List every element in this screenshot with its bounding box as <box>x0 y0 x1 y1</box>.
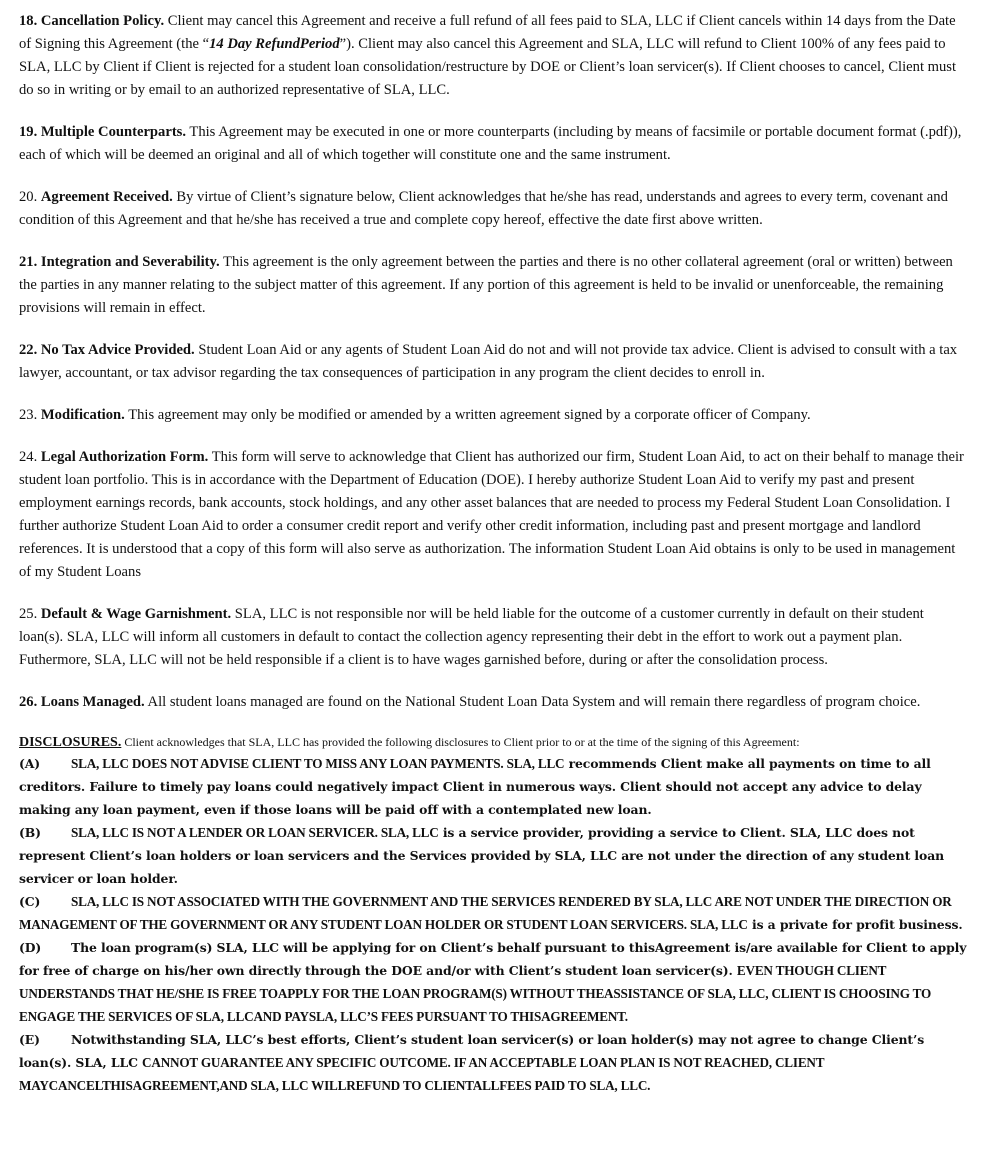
disclosure-caps: SLA, LLC IS NOT A LENDER OR LOAN SERVICER. SLA, LLC <box>71 825 439 840</box>
section-22 <box>19 339 968 385</box>
disclosure-tag: (D) <box>19 940 42 955</box>
section-23 <box>19 404 968 427</box>
disclosure-item-d <box>19 936 968 1028</box>
disclosure-item-e <box>19 1028 968 1097</box>
section-heading: 21. Integration and Severability. <box>19 254 220 270</box>
section-21 <box>19 251 968 320</box>
disclosure-text: Notwithstanding SLA, LLC’s best efforts, Client’s student loan servicer(s) or loan holder(s) may not agree to change Client’s loan(s). SLA, LLC <box>19 1032 925 1070</box>
disclosure-tag: (B) <box>19 825 41 840</box>
section-text: SLA, LLC is not responsible nor will be held liable for the outcome of a customer currently in default on their student loan(s). SLA, LLC will inform all customers in default to contact the collection agency representing their debt in the effort to work out a payment plan. Futhermore, SLA, LLC will not be held responsible if a client is to have wages garnished before, during or after the consolidation process. <box>19 606 924 668</box>
section-heading: Legal Authorization Form. <box>40 449 209 465</box>
section-24 <box>19 446 968 584</box>
section-text: By virtue of Client’s signature below, Client acknowledges that he/she has read, understands and agrees to every term, covenant and condition of this Agreement and that he/she has received a true and complete copy hereof, effective the date first above written. <box>19 189 948 228</box>
disclosure-tag: (A) <box>19 756 41 771</box>
section-heading: 18. Cancellation Policy. <box>19 13 165 29</box>
section-18 <box>19 10 968 102</box>
disclosure-item-c <box>19 890 968 936</box>
section-text: This form will serve to acknowledge that Client has authorized our firm, Student Loan Aid, to act on their behalf to manage their student loan portfolio. This is in accordance with the Department of Education (DOE). I hereby authorize Student Loan Aid to verify my past and present employment earnings records, bank accounts, stock holdings, and any other asset balances that are needed to process my Federal Student Loan Consolidation. I further authorize Student Loan Aid to order a consumer credit report and verify other credit information, including past and present mortgage and landlord references. It is understood that a copy of this form will also serve as authorization. The information Student Loan Aid obtains is only to be used in management of my Student Loans <box>19 449 964 580</box>
disclosure-caps: SLA, LLC DOES NOT ADVISE CLIENT TO MISS ANY LOAN PAYMENTS. SLA, LLC <box>71 756 565 771</box>
disclosure-tag: (C) <box>19 894 41 909</box>
section-text: ”). Client may also cancel this Agreement and SLA, LLC will refund to Client 100% of any fees paid to SLA, LLC by Client if Client is rejected for a student loan consolidation/restructure by DOE or Client’s loan servicer(s). If Client chooses to cancel, Client must do so in writing or by email to an authorized representative of SLA, LLC. <box>19 36 957 98</box>
disclosure-text: recommends Client make all payments on time to all creditors. Failure to timely pay loans could negatively impact Client in numerous ways. Client should not accept any advice to delay making any loan payment, even if those loans will be paid off with a contemplated new loan. <box>19 756 931 817</box>
disclosure-text: is a private for profit business. <box>747 917 963 932</box>
section-heading: 19. Multiple Counterparts. <box>19 124 187 140</box>
disclosure-caps: SLA, LLC IS NOT ASSOCIATED WITH THE GOVERNMENT AND THE SERVICES RENDERED BY SLA, LLC ARE NOT UNDER THE DIRECTION OR MANAGEMENT OF THE GOVERNMENT OR ANY STUDENT LOAN HOLDER OR STUDENT LOAN SERVICERS. SLA, LLC <box>19 894 952 932</box>
section-text: Client may cancel this Agreement and receive a full refund of all fees paid to SLA, LLC if Client cancels within 14 days from the Date of Signing this Agreement (the “ <box>19 13 956 52</box>
refund-period-term: 14 Day RefundPeriod <box>209 36 340 52</box>
disclosure-caps: CANNOT GUARANTEE ANY SPECIFIC OUTCOME. IF AN ACCEPTABLE LOAN PLAN IS NOT REACHED, CLIENT MAYCANCELTHISAGREEMENT,AND SLA, LLC WILLREFUND TO CLIENTALLFEES PAID TO SLA, LLC. <box>19 1055 825 1093</box>
section-number: 24. <box>19 449 41 465</box>
section-25 <box>19 603 968 672</box>
disclosures-intro: Client acknowledges that SLA, LLC has provided the following disclosures to Client prior to or at the time of the signing of this Agreement: <box>121 735 800 749</box>
disclosures-header <box>19 733 968 752</box>
section-heading: 26. Loans Managed. <box>19 694 145 710</box>
section-number: 20. <box>19 189 41 205</box>
section-20 <box>19 186 968 232</box>
section-heading: Agreement Received. <box>40 189 173 205</box>
section-text: All student loans managed are found on the National Student Loan Data System and will remain there regardless of program choice. <box>144 694 921 710</box>
section-heading: 22. No Tax Advice Provided. <box>19 342 195 358</box>
disclosure-text: The loan program(s) SLA, LLC will be applying for on Client’s behalf pursuant to thisAgreement is/are available for Client to apply for free of charge on his/her own directly through the DOE and/or with Client’s student loan servicer(s). <box>19 940 967 978</box>
disclosure-item-a <box>19 752 968 821</box>
section-text: This agreement may only be modified or amended by a written agreement signed by a corporate officer of Company. <box>124 407 811 423</box>
disclosure-caps: EVEN THOUGH CLIENT UNDERSTANDS THAT HE/SHE IS FREE TOAPPLY FOR THE LOAN PROGRAM(S) WITHOUT THEASSISTANCE OF SLA, LLC, CLIENT IS CHOOSING TO ENGAGE THE SERVICES OF SLA, LLCAND PAYSLA, LLC’S FEES PURSUANT TO THISAGREEMENT. <box>19 963 932 1024</box>
section-26 <box>19 691 968 714</box>
section-heading: Modification. <box>40 407 125 423</box>
disclosures-label: DISCLOSURES. <box>19 735 122 750</box>
section-19 <box>19 121 968 167</box>
section-number: 25. <box>19 606 41 622</box>
section-number: 23. <box>19 407 41 423</box>
disclosure-text: is a service provider, providing a service to Client. SLA, LLC does not represent Client’s loan holders or loan servicers and the Services provided by SLA, LLC are not under the direction of any student loan servicer or loan holder. <box>19 825 945 886</box>
section-text: Student Loan Aid or any agents of Student Loan Aid do not and will not provide tax advice. Client is advised to consult with a tax lawyer, accountant, or tax advisor regarding the tax consequences of participation in any program the client decides to enroll in. <box>19 342 958 381</box>
section-heading: Default & Wage Garnishment. <box>40 606 232 622</box>
section-text: This Agreement may be executed in one or more counterparts (including by means of facsimile or portable document format (.pdf)), each of which will be deemed an original and all of which together will constitute one and the same instrument. <box>19 124 962 163</box>
section-text: This agreement is the only agreement between the parties and there is no other collateral agreement (oral or written) between the parties in any manner relating to the subject matter of this agreement. If any portion of this agreement is held to be invalid or unenforceable, the remaining provisions will remain in effect. <box>19 254 953 316</box>
disclosure-item-b <box>19 821 968 890</box>
disclosure-tag: (E) <box>19 1032 40 1047</box>
